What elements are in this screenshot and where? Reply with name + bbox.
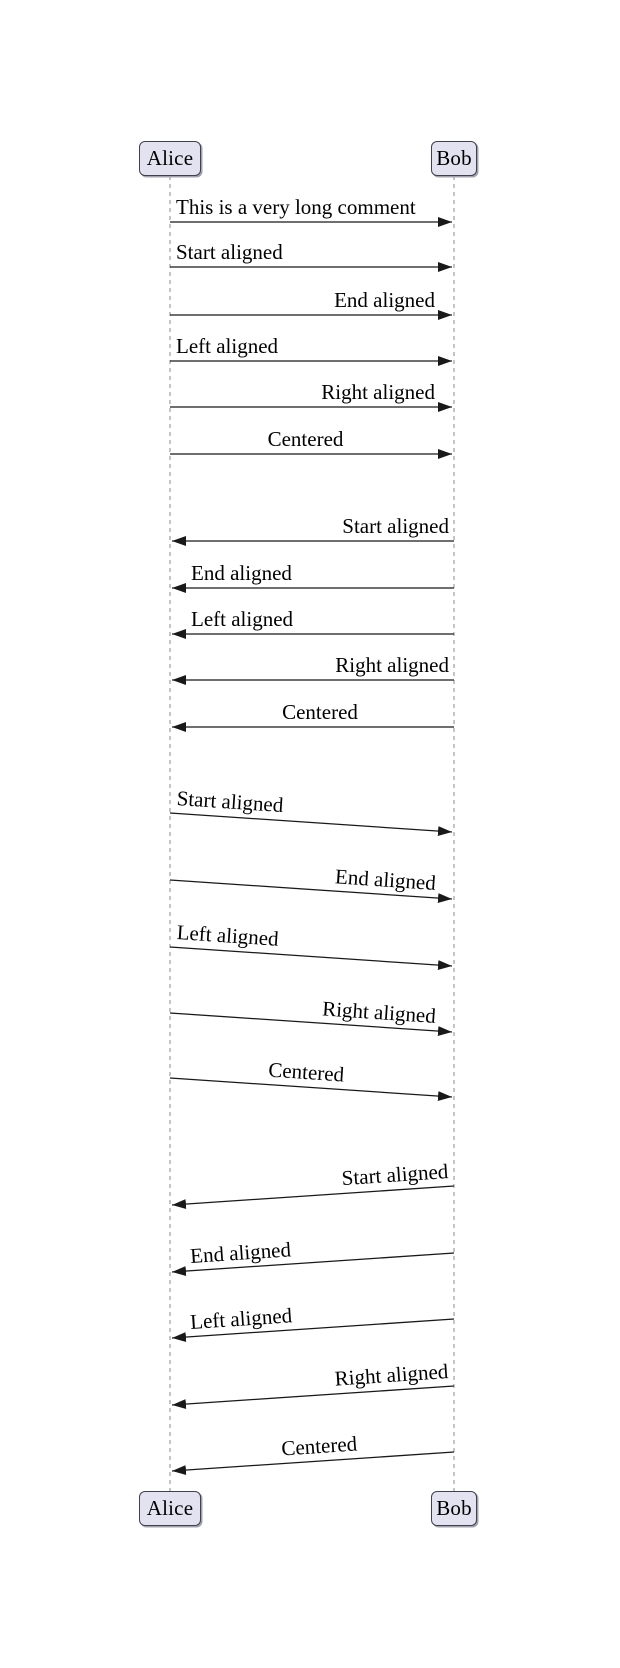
message-label-18: Left aligned bbox=[189, 1302, 293, 1334]
message-arrow-12 bbox=[170, 880, 452, 899]
message-arrow-17 bbox=[172, 1253, 454, 1272]
message-label-2: End aligned bbox=[334, 288, 435, 312]
message-arrow-14 bbox=[170, 1013, 452, 1032]
actor-label-bob: Bob bbox=[436, 1496, 472, 1520]
message-arrow-15 bbox=[170, 1078, 452, 1097]
message-label-19: Right aligned bbox=[333, 1359, 449, 1391]
message-label-8: Left aligned bbox=[191, 607, 294, 631]
message-label-4: Right aligned bbox=[321, 380, 435, 404]
message-label-13: Left aligned bbox=[176, 920, 280, 952]
actor-box-bob-bottom bbox=[431, 1491, 477, 1526]
message-label-6: Start aligned bbox=[342, 514, 449, 538]
message-label-1: Start aligned bbox=[176, 240, 283, 264]
actor-label-alice: Alice bbox=[146, 146, 194, 170]
message-label-17: End aligned bbox=[189, 1236, 292, 1268]
message-label-14: Right aligned bbox=[321, 996, 437, 1028]
message-arrow-18 bbox=[172, 1319, 454, 1338]
message-label-12: End aligned bbox=[334, 864, 437, 895]
message-label-16: Start aligned bbox=[340, 1159, 449, 1191]
message-arrow-13 bbox=[170, 947, 452, 966]
message-arrow-16 bbox=[172, 1186, 454, 1205]
message-label-0: This is a very long comment bbox=[176, 195, 416, 219]
message-arrow-20 bbox=[172, 1452, 454, 1471]
message-arrow-11 bbox=[170, 813, 452, 832]
message-arrow-19 bbox=[172, 1386, 454, 1405]
actor-box-bob-top bbox=[431, 141, 477, 176]
message-label-5: Centered bbox=[267, 427, 344, 451]
message-label-3: Left aligned bbox=[176, 334, 279, 358]
actor-label-alice: Alice bbox=[146, 1496, 194, 1520]
message-label-10: Centered bbox=[282, 700, 358, 724]
message-label-9: Right aligned bbox=[335, 653, 449, 677]
actor-box-alice-top bbox=[139, 141, 201, 176]
actor-label-bob: Bob bbox=[436, 146, 472, 170]
message-label-7: End aligned bbox=[191, 561, 292, 585]
message-label-15: Centered bbox=[267, 1057, 345, 1087]
message-label-20: Centered bbox=[280, 1431, 358, 1461]
message-label-11: Start aligned bbox=[176, 786, 285, 818]
actor-box-alice-bottom bbox=[139, 1491, 201, 1526]
